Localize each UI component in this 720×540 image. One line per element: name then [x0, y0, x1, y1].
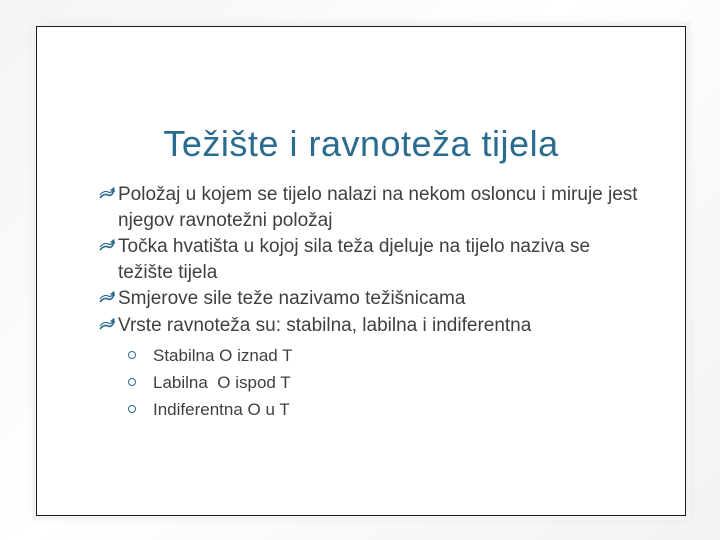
- sub-bullet-item: [99, 396, 639, 423]
- wave-arrow-bullet-icon: [99, 291, 115, 304]
- sub-bullet-list: [99, 342, 639, 423]
- wave-arrow-bullet-icon: [99, 318, 115, 331]
- hollow-circle-bullet-icon: [128, 405, 136, 413]
- bullet-item: [99, 234, 639, 285]
- slide-content: [99, 182, 639, 423]
- wave-arrow-bullet-icon: [99, 187, 115, 200]
- sub-bullet-item: [99, 369, 639, 396]
- sub-bullet-text: Labilna O ispod T: [153, 373, 291, 392]
- slide-title: Težište i ravnoteža tijela: [163, 123, 559, 164]
- bullet-item: [99, 286, 639, 312]
- sub-bullet-text: Indiferentna O u T: [153, 400, 290, 419]
- bullet-text: Vrste ravnoteža su: stabilna, labilna i indiferentna: [118, 314, 532, 336]
- bullet-text: Smjerove sile teže nazivamo težišnicama: [118, 288, 466, 309]
- sub-bullet-item: [99, 342, 639, 369]
- bullet-item: [99, 313, 639, 339]
- sub-bullet-text: Stabilna O iznad T: [153, 346, 293, 365]
- slide-frame: [36, 26, 686, 516]
- bullet-text: Položaj u kojem se tijelo nalazi na nekom osloncu i miruje jest njegov ravnotežni položaj: [118, 184, 638, 231]
- wave-arrow-bullet-icon: [99, 239, 115, 252]
- hollow-circle-bullet-icon: [128, 351, 136, 359]
- bullet-item: [99, 182, 639, 233]
- bullet-text: Točka hvatišta u kojoj sila teža djeluje na tijelo naziva se težište tijela: [118, 236, 591, 283]
- hollow-circle-bullet-icon: [128, 378, 136, 386]
